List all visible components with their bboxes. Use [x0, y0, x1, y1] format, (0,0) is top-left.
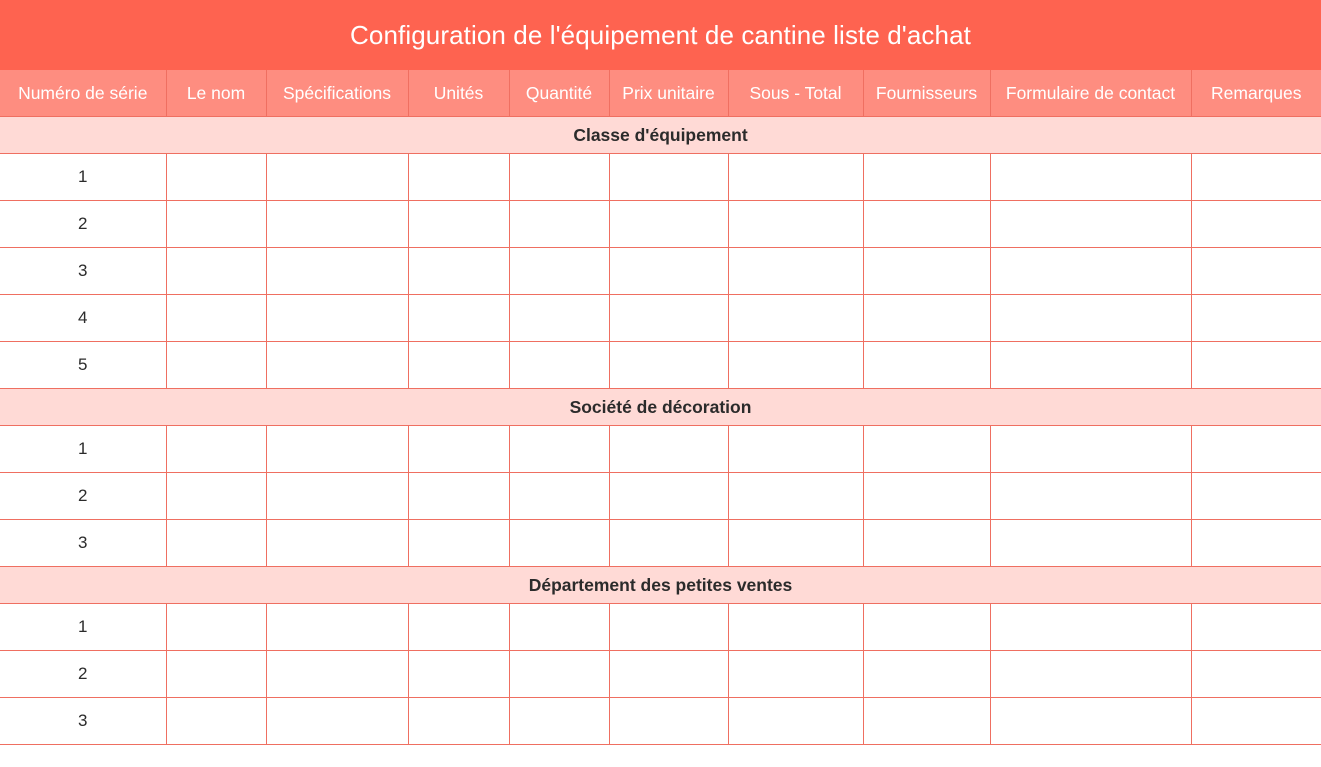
table-cell[interactable] [609, 342, 728, 389]
table-cell[interactable] [166, 154, 266, 201]
table-cell[interactable] [509, 604, 609, 651]
table-cell[interactable] [728, 201, 863, 248]
table-cell[interactable] [509, 342, 609, 389]
section-title[interactable]: Société de décoration [0, 389, 1321, 426]
serial-number-cell[interactable]: 2 [0, 473, 166, 520]
table-row [0, 604, 1321, 651]
table-cell[interactable] [990, 520, 1191, 567]
table-cell[interactable] [408, 248, 509, 295]
table-cell[interactable] [990, 201, 1191, 248]
table-cell[interactable] [1191, 473, 1321, 520]
table-row [0, 473, 1321, 520]
table-cell[interactable] [863, 295, 990, 342]
table-cell[interactable] [509, 698, 609, 745]
table-cell[interactable] [509, 520, 609, 567]
table-cell[interactable] [408, 520, 509, 567]
table-cell[interactable] [266, 154, 408, 201]
table-cell[interactable] [728, 248, 863, 295]
table-cell[interactable] [990, 295, 1191, 342]
table-cell[interactable] [609, 651, 728, 698]
table-cell[interactable] [266, 604, 408, 651]
table-cell[interactable] [166, 604, 266, 651]
table-cell[interactable] [408, 426, 509, 473]
column-header-unit-price[interactable]: Prix unitaire [609, 70, 728, 117]
table-cell[interactable] [728, 473, 863, 520]
table-cell[interactable] [728, 342, 863, 389]
table-cell[interactable] [863, 426, 990, 473]
table-body [0, 117, 1321, 745]
table-cell[interactable] [728, 698, 863, 745]
table-cell[interactable] [266, 342, 408, 389]
table-row [0, 698, 1321, 745]
table-cell[interactable] [990, 473, 1191, 520]
table-cell[interactable] [863, 604, 990, 651]
table-row [0, 201, 1321, 248]
table-cell[interactable] [1191, 520, 1321, 567]
table-cell[interactable] [408, 295, 509, 342]
table-cell[interactable] [609, 248, 728, 295]
table-cell[interactable] [266, 248, 408, 295]
table-cell[interactable] [1191, 604, 1321, 651]
table-row [0, 295, 1321, 342]
table-cell[interactable] [509, 473, 609, 520]
table-cell[interactable] [863, 342, 990, 389]
section-title[interactable]: Département des petites ventes [0, 567, 1321, 604]
table-cell[interactable] [408, 651, 509, 698]
table-cell[interactable] [166, 248, 266, 295]
sheet-title: Configuration de l'équipement de cantine liste d'achat [0, 0, 1321, 70]
table-cell[interactable] [609, 604, 728, 651]
table-cell[interactable] [609, 698, 728, 745]
column-header-subtotal[interactable]: Sous - Total [728, 70, 863, 117]
table-row [0, 520, 1321, 567]
serial-number-cell[interactable]: 2 [0, 651, 166, 698]
table-row [0, 426, 1321, 473]
serial-number-cell[interactable]: 3 [0, 698, 166, 745]
table-cell[interactable] [166, 698, 266, 745]
header-row [0, 70, 1321, 117]
table-cell[interactable] [266, 201, 408, 248]
column-header-units[interactable]: Unités [408, 70, 509, 117]
table-cell[interactable] [509, 295, 609, 342]
serial-number-cell[interactable]: 3 [0, 520, 166, 567]
table-cell[interactable] [990, 154, 1191, 201]
table-cell[interactable] [266, 473, 408, 520]
section-row [0, 389, 1321, 426]
table-cell[interactable] [509, 248, 609, 295]
table-cell[interactable] [1191, 154, 1321, 201]
table-cell[interactable] [728, 520, 863, 567]
table-cell[interactable] [990, 651, 1191, 698]
table-cell[interactable] [1191, 248, 1321, 295]
table-cell[interactable] [166, 520, 266, 567]
table-cell[interactable] [1191, 342, 1321, 389]
table-cell[interactable] [266, 651, 408, 698]
table-row [0, 154, 1321, 201]
table-cell[interactable] [1191, 651, 1321, 698]
table-cell[interactable] [166, 295, 266, 342]
table-cell[interactable] [166, 342, 266, 389]
table-cell[interactable] [166, 201, 266, 248]
table-cell[interactable] [728, 604, 863, 651]
table-cell[interactable] [609, 201, 728, 248]
table-row [0, 342, 1321, 389]
table-cell[interactable] [863, 520, 990, 567]
table-cell[interactable] [863, 651, 990, 698]
column-header-serial-number[interactable]: Numéro de série [0, 70, 166, 117]
table-cell[interactable] [728, 426, 863, 473]
serial-number-cell[interactable]: 5 [0, 342, 166, 389]
table-cell[interactable] [408, 201, 509, 248]
table-cell[interactable] [609, 426, 728, 473]
table-cell[interactable] [609, 473, 728, 520]
table-cell[interactable] [509, 154, 609, 201]
section-row [0, 567, 1321, 604]
column-header-quantity[interactable]: Quantité [509, 70, 609, 117]
table-cell[interactable] [990, 426, 1191, 473]
purchase-table [0, 70, 1321, 745]
section-row [0, 117, 1321, 154]
table-cell[interactable] [509, 426, 609, 473]
column-header-remarks[interactable]: Remarques [1191, 70, 1321, 117]
serial-number-cell[interactable]: 1 [0, 426, 166, 473]
column-header-specifications[interactable]: Spécifications [266, 70, 408, 117]
column-header-suppliers[interactable]: Fournisseurs [863, 70, 990, 117]
table-cell[interactable] [863, 248, 990, 295]
table-cell[interactable] [1191, 201, 1321, 248]
table-cell[interactable] [166, 426, 266, 473]
table-cell[interactable] [990, 698, 1191, 745]
table-cell[interactable] [990, 342, 1191, 389]
table-cell[interactable] [1191, 426, 1321, 473]
table-cell[interactable] [609, 295, 728, 342]
table-cell[interactable] [863, 154, 990, 201]
table-row [0, 248, 1321, 295]
table-cell[interactable] [1191, 295, 1321, 342]
table-cell[interactable] [166, 651, 266, 698]
table-row [0, 651, 1321, 698]
table-cell[interactable] [408, 698, 509, 745]
table-cell[interactable] [728, 651, 863, 698]
column-header-name[interactable]: Le nom [166, 70, 266, 117]
table-cell[interactable] [266, 520, 408, 567]
table-cell[interactable] [266, 295, 408, 342]
table-cell[interactable] [863, 698, 990, 745]
table-cell[interactable] [863, 201, 990, 248]
table-cell[interactable] [509, 201, 609, 248]
table-cell[interactable] [408, 342, 509, 389]
column-header-contact-form[interactable]: Formulaire de contact [990, 70, 1191, 117]
table-cell[interactable] [990, 248, 1191, 295]
table-cell[interactable] [609, 520, 728, 567]
table-cell[interactable] [509, 651, 609, 698]
table-cell[interactable] [266, 426, 408, 473]
table-cell[interactable] [266, 698, 408, 745]
table-cell[interactable] [728, 295, 863, 342]
table-cell[interactable] [166, 473, 266, 520]
serial-number-cell[interactable]: 3 [0, 248, 166, 295]
table-cell[interactable] [728, 154, 863, 201]
table-cell[interactable] [1191, 698, 1321, 745]
table-cell[interactable] [408, 154, 509, 201]
table-cell[interactable] [609, 154, 728, 201]
serial-number-cell[interactable]: 4 [0, 295, 166, 342]
serial-number-cell[interactable]: 1 [0, 154, 166, 201]
section-title[interactable]: Classe d'équipement [0, 117, 1321, 154]
serial-number-cell[interactable]: 1 [0, 604, 166, 651]
table-cell[interactable] [990, 604, 1191, 651]
table-cell[interactable] [408, 473, 509, 520]
table-cell[interactable] [408, 604, 509, 651]
serial-number-cell[interactable]: 2 [0, 201, 166, 248]
table-cell[interactable] [863, 473, 990, 520]
